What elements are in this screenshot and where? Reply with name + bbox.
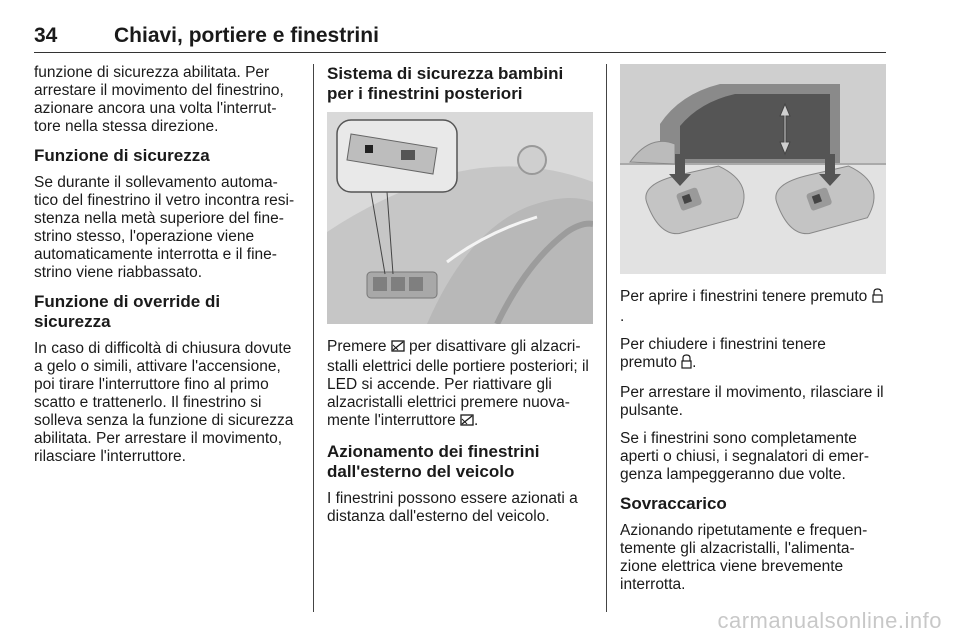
- unlock-padlock-icon: [872, 288, 883, 308]
- child-lock-window-icon: [460, 413, 474, 432]
- watermark: carmanualsonline.info: [717, 608, 942, 633]
- page-number: 34: [34, 24, 58, 47]
- child-lock-heading: Sistema di sicurezza bambini per i finestrini posteriori: [327, 64, 564, 103]
- column-2: [327, 64, 593, 536]
- stop-movement-paragraph: Per arrestare il movimento, rilasciare il pulsante.: [620, 384, 884, 419]
- hazard-lights-paragraph: Se i finestrini sono completamente aperti o chiusi, i segnalatori di emer-genza lampeggeranno due volte.: [620, 430, 869, 483]
- child-lock-paragraph: Premere per disattivare gli alzacri-stalli elettrici delle portiere posteriori; il LED si accende. Per riattivare gli alzacristalli elettrici premere nuova-mente l'interruttore .: [327, 338, 593, 432]
- child-lock-window-icon: [391, 339, 405, 358]
- remote-operation-paragraph: I finestrini possono essere azionati a distanza dall'esterno del veicolo.: [327, 490, 578, 525]
- column-divider: [606, 64, 607, 612]
- close-windows-paragraph: Per chiudere i finestrini tenere premuto .: [620, 336, 886, 374]
- overload-paragraph: Azionando ripetutamente e frequen-temente gli alzacristalli, l'alimenta-zione elettrica viene brevemente interrotta.: [620, 522, 868, 593]
- remote-operation-heading: Azionamento dei finestrini dall'esterno del veicolo: [327, 442, 540, 481]
- column-1: [34, 64, 298, 476]
- overload-heading: Sovraccarico: [620, 494, 727, 513]
- override-paragraph: In caso di difficoltà di chiusura dovute a gelo o simili, attivare l'accensione, poi tirare l'interruttore fino al primo scatto e trattenerlo. Il finestrino si solleva senza la funzione di sicurezza abilitata. Per arrestare il movimento, rilasciare l'interruttore.: [34, 340, 294, 465]
- intro-paragraph: funzione di sicurezza abilitata. Per arrestare il movimento del finestrino, azionare ancora una volta l'interrut-tore nella stessa direzione.: [34, 64, 284, 135]
- remote-key-illustration: [620, 64, 886, 274]
- safety-heading: Funzione di sicurezza: [34, 146, 210, 165]
- door-switch-illustration: [327, 112, 593, 324]
- column-3: [620, 64, 886, 604]
- chapter-title: Chiavi, portiere e finestrini: [114, 24, 379, 47]
- override-heading: Funzione di override di sicurezza: [34, 292, 221, 331]
- page-header: [34, 22, 886, 53]
- column-divider: [313, 64, 314, 612]
- lock-padlock-icon: [681, 354, 692, 374]
- open-windows-paragraph: Per aprire i finestrini tenere premuto .: [620, 288, 886, 326]
- safety-paragraph: Se durante il sollevamento automa-tico del finestrino il vetro incontra resi-stenza nella metà superiore del fine-strino stesso, l'operazione viene automaticamente interrotta e il fine-strino viene riabbassato.: [34, 174, 295, 281]
